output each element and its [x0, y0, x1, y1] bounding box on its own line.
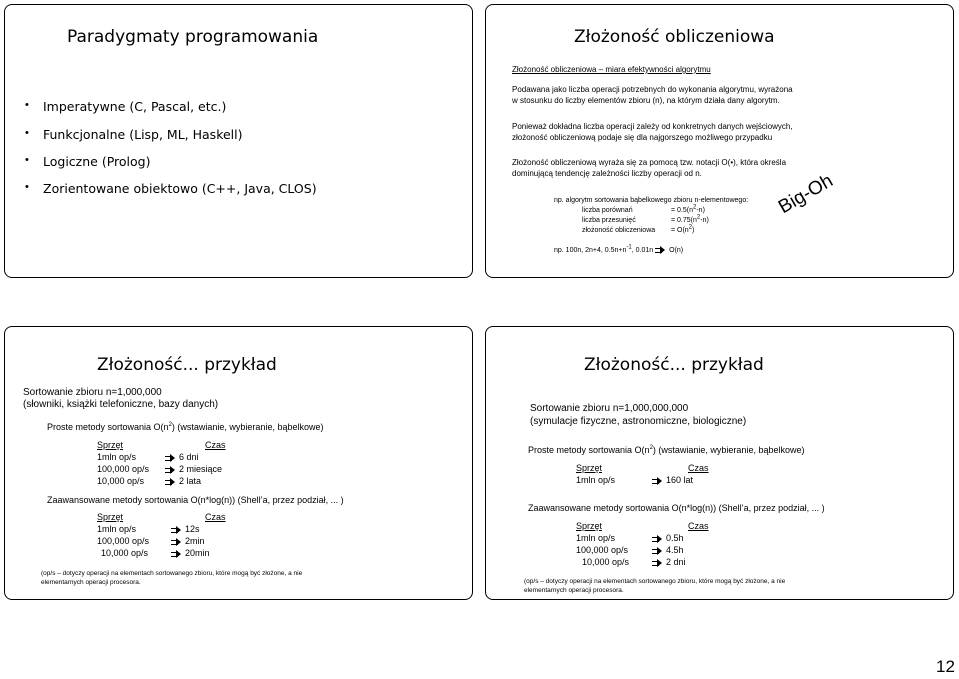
table-row: 1mln op/s	[97, 524, 137, 534]
list-item: • Zorientowane obiektowo (C++, Java, CLOS)	[25, 181, 317, 196]
shift-label: liczba przesunięć	[582, 217, 636, 224]
table-row: 160 lat	[652, 475, 693, 485]
slide-example-2	[485, 326, 954, 600]
slide-title: Złożoność... przykład	[584, 355, 764, 375]
implies-arrow-icon	[165, 479, 175, 485]
implies-arrow-icon	[655, 247, 665, 253]
table-row: 2 lata	[165, 476, 201, 486]
table-row: 10,000 op/s	[582, 557, 630, 567]
list-item: • Funkcjonalne (Lisp, ML, Haskell)	[25, 127, 243, 142]
table-row: 20min	[171, 548, 210, 558]
compare-value: = $0.5(n^2-n)$	[671, 204, 705, 214]
bullet-icon: •	[25, 127, 29, 139]
paragraph-line: w stosunku do liczby elementów zbioru (n), na którym działa dany algorytm.	[512, 96, 780, 105]
table-row: 4.5h	[652, 545, 684, 555]
paragraph-line: Złożoność obliczeniową wyraża się za pomocą tzw. notacji O(•), która określa	[512, 158, 787, 167]
col-hardware: Sprzęt	[97, 440, 124, 450]
bullet-icon: •	[25, 181, 29, 193]
slide-title: Paradygmaty programowania	[67, 27, 319, 47]
complexity-label: złożoność obliczeniowa	[582, 227, 656, 234]
slide-title: Złożoność... przykład	[97, 355, 277, 375]
table-row: 100,000 op/s	[97, 464, 150, 474]
intro-line: (słowniki, książki telefoniczne, bazy danych)	[23, 399, 219, 410]
bottom-example: np. 100n, 2n+4, $0.5n+n^{-1}$, 0.01n O(n)	[554, 244, 684, 254]
paragraph-line: Podawana jako liczba operacji potrzebnych do wykonania algorytmu, wyrażona	[512, 85, 793, 94]
page-number: 12	[936, 657, 955, 676]
col-time: Czas	[205, 440, 226, 450]
implies-arrow-icon	[652, 548, 662, 554]
shift-value: = $0.75(n^2-n)$	[671, 214, 709, 224]
implies-arrow-icon	[171, 539, 181, 545]
implies-arrow-icon	[652, 478, 662, 484]
complexity-value: = $O(n^2)$	[671, 224, 695, 234]
table-row: 2 miesiące	[165, 464, 222, 474]
slide-paradigms	[4, 4, 473, 278]
table-row: 1mln op/s	[576, 533, 616, 543]
implies-arrow-icon	[165, 467, 175, 473]
col-hardware: Sprzęt	[97, 512, 124, 522]
table-row: 0.5h	[652, 533, 684, 543]
table-row: 10,000 op/s	[97, 476, 145, 486]
implies-arrow-icon	[652, 536, 662, 542]
table-row: 1mln op/s	[576, 475, 616, 485]
intro-line: (symulacje fizyczne, astronomiczne, biologiczne)	[530, 416, 747, 427]
footnote-line: (op/s – dotyczy operacji na elementach sortowanego zbioru, które mogą być złożone, a nie	[524, 578, 786, 585]
implies-arrow-icon	[165, 455, 175, 461]
advanced-methods: Zaawansowane metody sortowania O(n*log(n)) (Shell’a, przez podział, ... )	[47, 495, 344, 505]
implies-arrow-icon	[171, 527, 181, 533]
compare-label: liczba porównań	[582, 207, 633, 214]
list-item: • Logiczne (Prolog)	[25, 154, 151, 169]
footnote-line: (op/s – dotyczy operacji na elementach sortowanego zbioru, które mogą być złożone, a nie	[41, 570, 303, 577]
implies-arrow-icon	[652, 560, 662, 566]
table-row: 12s	[171, 524, 200, 534]
table-row: 2 dni	[652, 557, 686, 567]
col-hardware: Sprzęt	[576, 521, 603, 531]
implies-arrow-icon	[171, 551, 181, 557]
big-oh-label: Big-Oh	[775, 170, 837, 219]
list-item: • Imperatywne (C, Pascal, etc.)	[25, 99, 227, 114]
table-row: 10,000 op/s	[101, 548, 149, 558]
slide-title: Złożoność obliczeniowa	[574, 27, 775, 47]
col-time: Czas	[688, 521, 709, 531]
col-hardware: Sprzęt	[576, 463, 603, 473]
example-intro: np. algorytm sortowania bąbelkowego zbioru n-elementowego:	[554, 197, 749, 204]
footnote-line: elementarnych operacji procesora.	[41, 579, 141, 586]
bullet-icon: •	[25, 154, 29, 166]
advanced-methods: Zaawansowane metody sortowania O(n*log(n)) (Shell’a, przez podział, ... )	[528, 503, 825, 513]
intro-line: Sortowanie zbioru n=1,000,000,000	[530, 403, 689, 414]
intro-line: Sortowanie zbioru n=1,000,000	[23, 387, 162, 398]
paragraph-line: Ponieważ dokładna liczba operacji zależy od konkretnych danych wejściowych,	[512, 122, 793, 131]
table-row: 100,000 op/s	[576, 545, 629, 555]
slide-complexity	[485, 4, 954, 278]
table-row: 100,000 op/s	[97, 536, 150, 546]
table-row: 2min	[171, 536, 205, 546]
slide-example-1	[4, 326, 473, 600]
table-row: 1mln op/s	[97, 452, 137, 462]
simple-methods: Proste metody sortowania $O(n^2)$ (wstawianie, wybieranie, bąbelkowe)	[528, 445, 805, 455]
paragraph-line: dominującą tendencję zależności liczby operacji od n.	[512, 169, 702, 178]
footnote-line: elementarnych operacji procesora.	[524, 587, 624, 594]
bullet-icon: •	[25, 99, 29, 111]
table-row: 6 dni	[165, 452, 199, 462]
paragraph-line: złożoność obliczeniową podaje się dla najgorszego możliwego przypadku	[512, 133, 773, 142]
col-time: Czas	[688, 463, 709, 473]
simple-methods: Proste metody sortowania $O(n^2)$ (wstawianie, wybieranie, bąbelkowe)	[47, 422, 324, 432]
col-time: Czas	[205, 512, 226, 522]
slide-subtitle: Złożoność obliczeniowa – miara efektywności algorytmu	[512, 65, 711, 74]
